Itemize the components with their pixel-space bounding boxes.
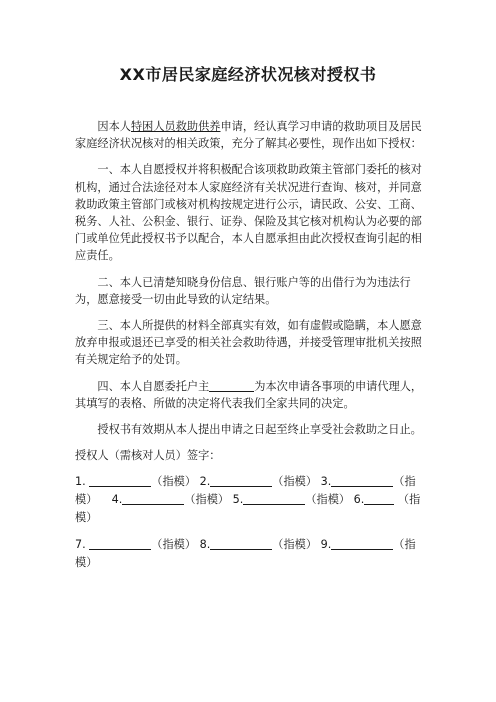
intro-text-a: 因本人 xyxy=(97,120,131,133)
signature-slot-5 xyxy=(233,493,350,506)
fingerprint-label: （指模） xyxy=(75,493,421,525)
signature-slot-7 xyxy=(75,538,196,551)
intro-paragraph xyxy=(75,118,427,152)
fingerprint-label: （指模） xyxy=(75,538,416,570)
clause-4 xyxy=(75,378,427,412)
signers-label: 授权人（需核对人员）签字： xyxy=(75,449,221,463)
clause-1: 一、本人自愿授权并将积极配合该项救助政策主管部门委托的核对机构，通过合法途径对本人家庭经济有关状况进行查询、核对，并同意救助政策主管部门或核对机构按规定进行公示，请民政、公安、工商、税务、人社、公积金、银行、证券、保险及其它核对机构认为必要的部门或单位凭此授权书予以配合，本人自愿承担由此次授权查询引起的相应责任。 xyxy=(75,163,422,263)
fingerprint-label: （指模） xyxy=(272,475,318,489)
validity-paragraph: 授权书有效期从本人提出申请之日起至终止享受社会救助之日止。 xyxy=(97,423,422,437)
slot-number: 3. xyxy=(320,475,332,489)
signature-blank[interactable] xyxy=(210,474,272,487)
signature-blank[interactable] xyxy=(210,537,272,550)
clause-4-text-b: 为本次申请各事项的申请代理人，其填写的表格、所做的决定将代表我们全家共同的决定。 xyxy=(75,379,423,410)
signature-area xyxy=(75,473,427,572)
fingerprint-label: （指模） xyxy=(75,475,416,507)
slot-number: 6. xyxy=(353,493,365,507)
signature-slot-4 xyxy=(101,493,229,506)
slot-number: 2. xyxy=(199,475,211,489)
slot-number: 1. xyxy=(75,475,86,489)
signature-slot-1 xyxy=(75,475,196,488)
signature-slot-6 xyxy=(354,493,395,506)
slot-number: 4. xyxy=(111,493,123,507)
signature-row xyxy=(75,536,427,572)
signature-blank[interactable] xyxy=(89,537,151,550)
signature-blank[interactable] xyxy=(122,492,184,505)
intro-text-b: 申请，经认真学习申请的救助项目及居民家庭经济状况核对的相关政策，充分了解其必要性，现作出如下授权： xyxy=(75,120,422,151)
fingerprint-label: （指模） xyxy=(151,475,197,489)
signature-slot-8 xyxy=(200,538,317,551)
signature-slot-2 xyxy=(200,475,317,488)
fingerprint-label: （指模） xyxy=(151,538,197,552)
fingerprint-label: （指模） xyxy=(272,538,318,552)
signature-blank[interactable] xyxy=(89,474,151,487)
slot-number: 5. xyxy=(232,493,244,507)
slot-number: 9. xyxy=(320,538,332,552)
clause-3: 三、本人所提供的材料全部真实有效，如有虚假或隐瞒，本人愿意放弃申报或退还已享受的相关社会救助待遇，并接受管理审批机关按照有关规定给予的处罚。 xyxy=(75,319,422,367)
applicant-type-field[interactable]: 特困人员救助供养 xyxy=(130,120,221,133)
slot-number: 8. xyxy=(199,538,211,552)
signature-blank[interactable] xyxy=(243,492,305,505)
fingerprint-label: （指模） xyxy=(305,493,351,507)
clause-4-text-a: 四、本人自愿委托户主 xyxy=(97,379,210,393)
signature-row xyxy=(75,473,427,527)
signature-slot-9 xyxy=(321,538,394,551)
document-body xyxy=(75,118,427,581)
signature-blank[interactable] xyxy=(364,492,394,505)
fingerprint-label: （指模） xyxy=(184,493,230,507)
document-title: XX市居民家庭经济状况核对授权书 xyxy=(119,65,377,84)
clause-2: 二、本人已清楚知晓身份信息、银行账户等的出借行为为违法行为，愿意接受一切由此导致的认定结果。 xyxy=(75,275,411,306)
signature-blank[interactable] xyxy=(331,537,393,550)
slot-number: 7. xyxy=(75,538,86,552)
signature-blank[interactable] xyxy=(331,474,393,487)
householder-name-blank[interactable] xyxy=(209,379,254,392)
signature-slot-3 xyxy=(321,475,394,488)
